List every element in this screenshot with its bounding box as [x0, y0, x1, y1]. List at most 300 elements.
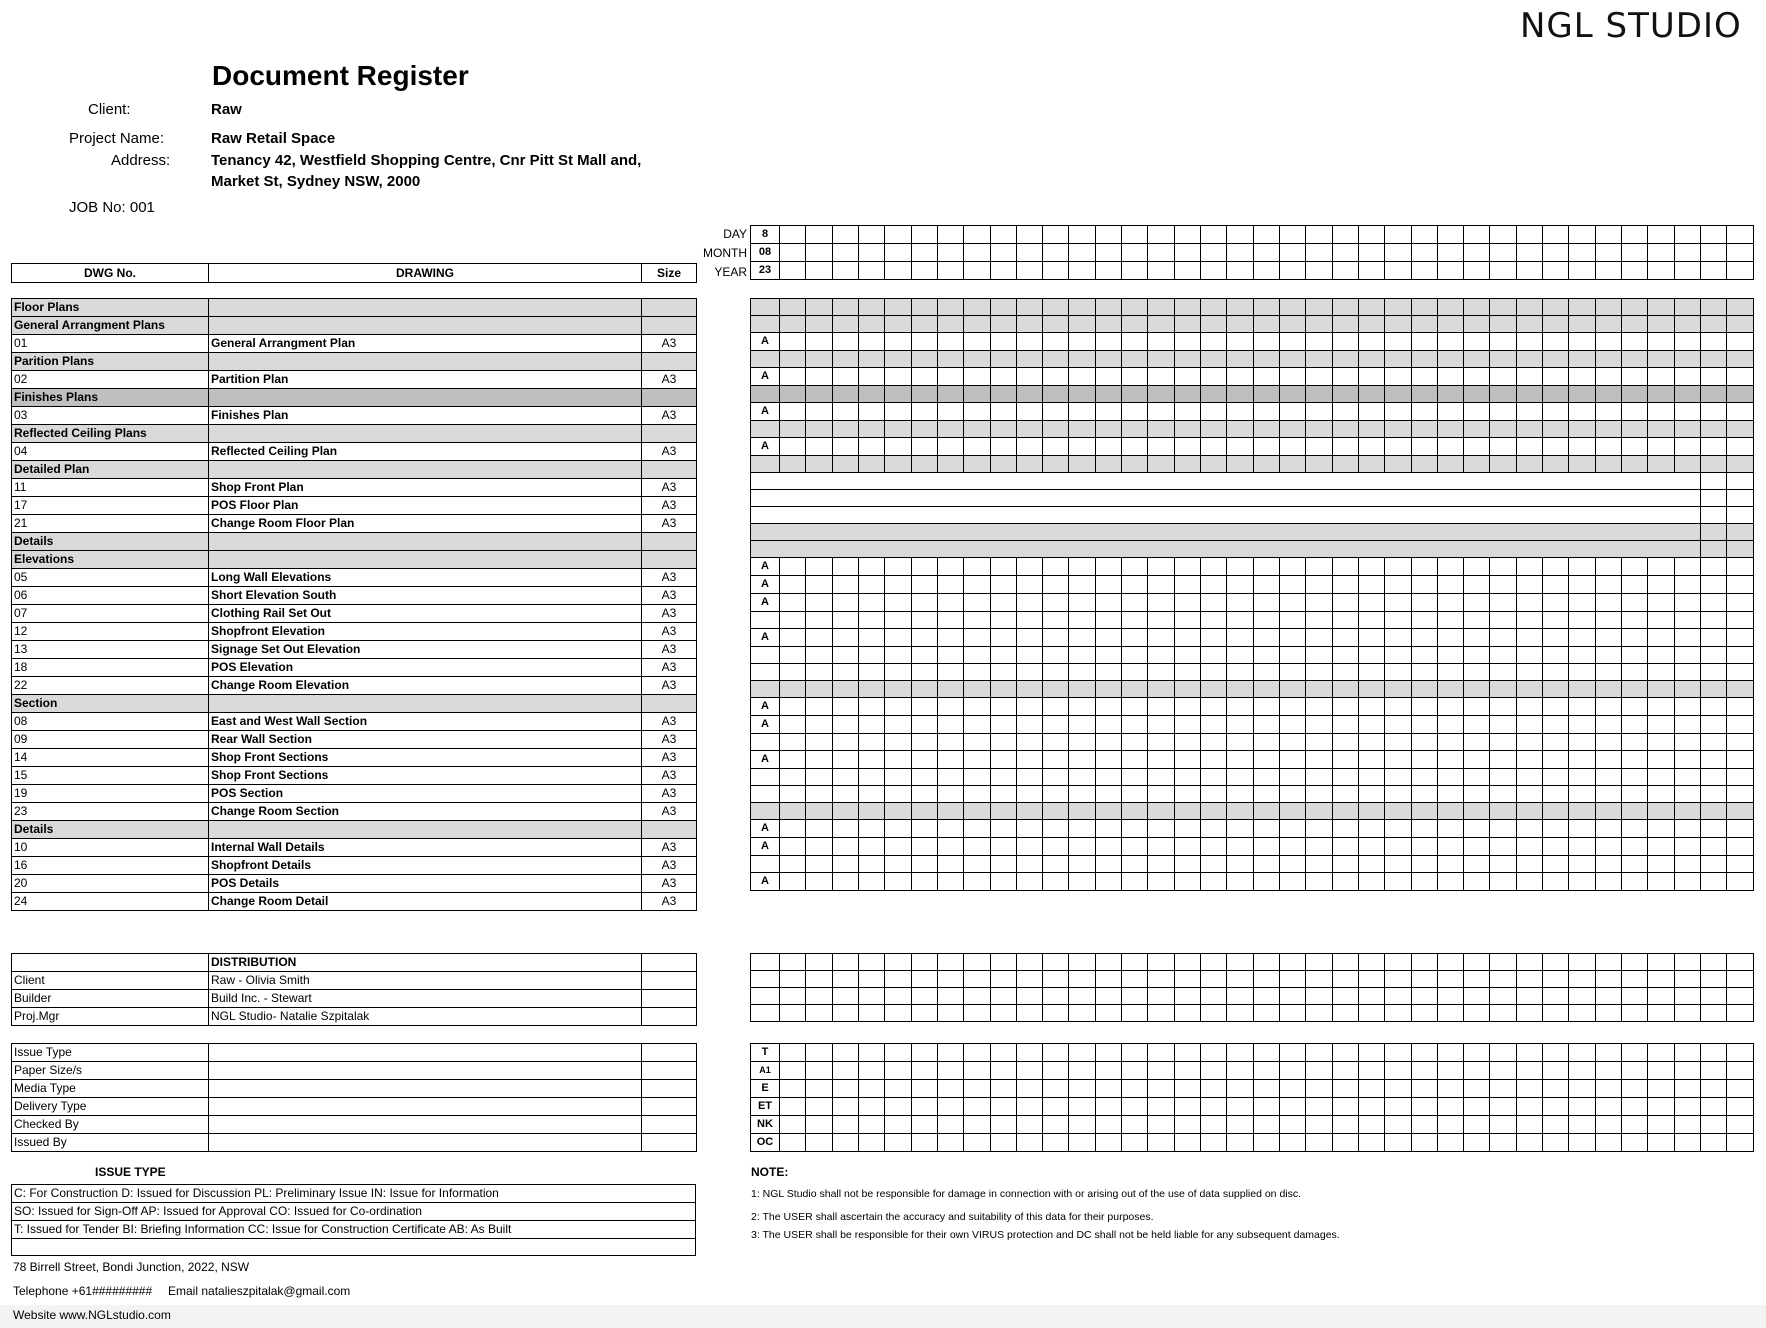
grid-cell[interactable]	[1490, 262, 1516, 280]
grid-cell[interactable]	[964, 226, 990, 244]
grid-cell[interactable]	[1358, 769, 1384, 786]
grid-cell[interactable]	[1332, 1116, 1358, 1134]
grid-cell[interactable]	[1306, 1044, 1332, 1062]
grid-cell[interactable]	[1095, 1116, 1121, 1134]
grid-cell[interactable]	[1201, 820, 1227, 838]
grid-cell[interactable]	[806, 403, 832, 421]
grid-cell[interactable]	[1411, 647, 1437, 664]
grid-cell[interactable]	[1069, 386, 1095, 403]
grid-cell[interactable]	[1700, 594, 1726, 612]
grid-cell[interactable]	[1095, 244, 1121, 262]
grid-cell[interactable]	[1411, 594, 1437, 612]
grid-cell[interactable]	[858, 226, 884, 244]
grid-cell[interactable]	[1464, 1116, 1490, 1134]
grid-cell[interactable]	[1622, 856, 1648, 873]
grid-cell[interactable]	[1332, 751, 1358, 769]
grid-cell[interactable]	[937, 629, 963, 647]
grid-cell[interactable]	[1306, 1080, 1332, 1098]
grid-cell[interactable]	[1332, 698, 1358, 716]
grid-cell[interactable]	[780, 803, 806, 820]
grid-cell[interactable]	[1674, 316, 1700, 333]
grid-cell[interactable]	[1516, 734, 1542, 751]
revision-code[interactable]	[751, 421, 780, 438]
grid-cell[interactable]	[1700, 558, 1726, 576]
grid-cell[interactable]	[1122, 786, 1148, 803]
grid-cell[interactable]	[911, 820, 937, 838]
grid-cell[interactable]	[990, 262, 1016, 280]
grid-cell[interactable]	[1095, 386, 1121, 403]
grid-cell[interactable]	[1201, 734, 1227, 751]
grid-cell[interactable]	[911, 856, 937, 873]
grid-cell[interactable]	[990, 386, 1016, 403]
grid-cell[interactable]	[1069, 873, 1095, 891]
grid-cell[interactable]	[1727, 647, 1753, 664]
grid-cell[interactable]	[1016, 716, 1042, 734]
grid-cell[interactable]	[806, 262, 832, 280]
grid-cell[interactable]	[937, 873, 963, 891]
grid-cell[interactable]	[832, 1044, 858, 1062]
grid-cell[interactable]	[1464, 316, 1490, 333]
grid-cell[interactable]	[1227, 647, 1253, 664]
grid-cell[interactable]	[1279, 1080, 1305, 1098]
grid-cell[interactable]	[1490, 316, 1516, 333]
grid-cell[interactable]	[937, 734, 963, 751]
grid-cell[interactable]	[1464, 262, 1490, 280]
grid-cell[interactable]	[1727, 576, 1753, 594]
grid-cell[interactable]	[1201, 244, 1227, 262]
grid-cell[interactable]	[1043, 820, 1069, 838]
revision-code[interactable]: A	[751, 698, 780, 716]
grid-cell[interactable]	[911, 403, 937, 421]
grid-cell[interactable]	[1595, 351, 1621, 368]
grid-cell[interactable]	[1174, 1062, 1200, 1080]
grid-cell[interactable]	[1148, 244, 1174, 262]
grid-cell[interactable]	[1622, 734, 1648, 751]
grid-cell[interactable]	[1306, 971, 1332, 988]
grid-cell[interactable]	[1648, 421, 1674, 438]
grid-cell[interactable]	[1069, 820, 1095, 838]
grid-cell[interactable]	[1201, 716, 1227, 734]
grid-cell[interactable]	[1332, 316, 1358, 333]
grid-cell[interactable]	[911, 647, 937, 664]
grid-cell[interactable]	[1279, 368, 1305, 386]
grid-cell[interactable]	[1253, 716, 1279, 734]
grid-cell[interactable]	[1727, 541, 1753, 558]
grid-cell[interactable]	[1279, 734, 1305, 751]
grid-cell[interactable]	[1411, 1116, 1437, 1134]
grid-cell[interactable]	[1385, 786, 1411, 803]
grid-cell[interactable]	[1043, 716, 1069, 734]
grid-cell[interactable]	[1595, 1062, 1621, 1080]
grid-cell[interactable]	[1648, 1005, 1674, 1022]
grid-cell[interactable]	[1227, 734, 1253, 751]
grid-cell[interactable]	[937, 988, 963, 1005]
grid-cell[interactable]	[1253, 244, 1279, 262]
grid-cell[interactable]	[1490, 576, 1516, 594]
grid-cell[interactable]	[751, 988, 780, 1005]
grid-cell[interactable]	[1595, 558, 1621, 576]
revision-code[interactable]	[751, 386, 780, 403]
grid-cell[interactable]	[1227, 612, 1253, 629]
grid-cell[interactable]	[1490, 368, 1516, 386]
revision-code[interactable]	[751, 856, 780, 873]
grid-cell[interactable]	[990, 664, 1016, 681]
grid-cell[interactable]	[780, 594, 806, 612]
grid-cell[interactable]	[780, 299, 806, 316]
grid-cell[interactable]	[1700, 333, 1726, 351]
revision-code[interactable]	[751, 664, 780, 681]
grid-cell[interactable]	[964, 820, 990, 838]
grid-cell[interactable]	[1516, 1116, 1542, 1134]
grid-cell[interactable]	[1648, 403, 1674, 421]
grid-cell[interactable]	[1148, 1116, 1174, 1134]
grid-cell[interactable]	[1437, 594, 1463, 612]
grid-cell[interactable]	[1411, 873, 1437, 891]
grid-cell[interactable]	[1437, 403, 1463, 421]
grid-cell[interactable]	[1595, 594, 1621, 612]
grid-cell[interactable]	[1700, 988, 1726, 1005]
grid-cell[interactable]	[1358, 698, 1384, 716]
grid-cell[interactable]	[1700, 507, 1726, 524]
grid-cell[interactable]	[858, 664, 884, 681]
grid-cell[interactable]	[1700, 316, 1726, 333]
grid-cell[interactable]	[1490, 438, 1516, 456]
grid-cell[interactable]	[990, 647, 1016, 664]
grid-cell[interactable]	[885, 698, 911, 716]
grid-cell[interactable]	[858, 299, 884, 316]
grid-cell[interactable]	[1595, 971, 1621, 988]
grid-cell[interactable]	[1490, 612, 1516, 629]
grid-cell[interactable]	[885, 954, 911, 971]
grid-cell[interactable]	[1569, 333, 1595, 351]
grid-cell[interactable]	[1490, 803, 1516, 820]
grid-cell[interactable]	[1727, 1080, 1753, 1098]
grid-cell[interactable]	[1516, 803, 1542, 820]
grid-cell[interactable]	[990, 244, 1016, 262]
grid-cell[interactable]	[911, 351, 937, 368]
grid-cell[interactable]	[1622, 954, 1648, 971]
grid-cell[interactable]	[1411, 1005, 1437, 1022]
grid-cell[interactable]	[1516, 333, 1542, 351]
grid-cell[interactable]	[1306, 403, 1332, 421]
grid-cell[interactable]	[1069, 1005, 1095, 1022]
grid-cell[interactable]	[1016, 820, 1042, 838]
grid-cell[interactable]	[911, 576, 937, 594]
grid-cell[interactable]	[1201, 786, 1227, 803]
grid-cell[interactable]	[1622, 988, 1648, 1005]
grid-cell[interactable]	[1148, 803, 1174, 820]
grid-cell[interactable]	[1464, 751, 1490, 769]
grid-cell[interactable]	[1674, 421, 1700, 438]
grid-cell[interactable]	[1148, 1134, 1174, 1152]
grid-cell[interactable]	[885, 316, 911, 333]
grid-cell[interactable]	[1543, 438, 1569, 456]
grid-cell[interactable]	[1543, 316, 1569, 333]
grid-cell[interactable]	[1148, 786, 1174, 803]
grid-cell[interactable]	[1174, 734, 1200, 751]
grid-cell[interactable]	[832, 421, 858, 438]
grid-cell[interactable]	[780, 333, 806, 351]
grid-cell[interactable]	[1569, 681, 1595, 698]
grid-cell[interactable]	[1332, 1062, 1358, 1080]
grid-cell[interactable]	[1385, 1005, 1411, 1022]
grid-cell[interactable]	[1043, 262, 1069, 280]
grid-cell[interactable]	[1569, 820, 1595, 838]
grid-cell[interactable]	[1700, 1005, 1726, 1022]
grid-cell[interactable]	[832, 244, 858, 262]
grid-cell[interactable]	[1253, 386, 1279, 403]
grid-cell[interactable]	[990, 1116, 1016, 1134]
grid-cell[interactable]	[751, 1005, 780, 1022]
grid-cell[interactable]	[1700, 681, 1726, 698]
grid-cell[interactable]	[1411, 421, 1437, 438]
grid-cell[interactable]	[1306, 612, 1332, 629]
grid-cell[interactable]	[964, 558, 990, 576]
grid-cell[interactable]	[1437, 576, 1463, 594]
grid-cell[interactable]	[1043, 734, 1069, 751]
grid-cell[interactable]	[1622, 558, 1648, 576]
grid-cell[interactable]	[1411, 1080, 1437, 1098]
grid-cell[interactable]	[1043, 226, 1069, 244]
grid-cell[interactable]	[1674, 403, 1700, 421]
grid-cell[interactable]	[1148, 716, 1174, 734]
grid-cell[interactable]	[858, 1005, 884, 1022]
grid-cell[interactable]	[1095, 873, 1121, 891]
grid-cell[interactable]	[885, 438, 911, 456]
grid-cell[interactable]	[1332, 629, 1358, 647]
grid-cell[interactable]	[1516, 838, 1542, 856]
grid-cell[interactable]	[1674, 299, 1700, 316]
grid-cell[interactable]	[885, 368, 911, 386]
grid-cell[interactable]	[1437, 820, 1463, 838]
issue-code[interactable]: E	[751, 1080, 780, 1098]
grid-cell[interactable]	[1516, 647, 1542, 664]
grid-cell[interactable]	[1122, 820, 1148, 838]
grid-cell[interactable]	[1674, 262, 1700, 280]
grid-cell[interactable]	[1674, 1005, 1700, 1022]
grid-cell[interactable]	[1148, 856, 1174, 873]
grid-cell[interactable]	[832, 681, 858, 698]
grid-cell[interactable]	[1201, 988, 1227, 1005]
grid-cell[interactable]	[1253, 594, 1279, 612]
grid-cell[interactable]	[1306, 316, 1332, 333]
grid-cell[interactable]	[1227, 576, 1253, 594]
grid-cell[interactable]	[1490, 333, 1516, 351]
grid-cell[interactable]	[1727, 368, 1753, 386]
grid-cell[interactable]	[1148, 226, 1174, 244]
grid-cell[interactable]	[1227, 786, 1253, 803]
grid-cell[interactable]	[1279, 820, 1305, 838]
grid-cell[interactable]	[1543, 368, 1569, 386]
grid-cell[interactable]	[1700, 734, 1726, 751]
grid-cell[interactable]	[1306, 681, 1332, 698]
grid-cell[interactable]	[1122, 403, 1148, 421]
grid-cell[interactable]	[1437, 333, 1463, 351]
grid-cell[interactable]	[1622, 1005, 1648, 1022]
grid-cell[interactable]	[1201, 1134, 1227, 1152]
grid-cell[interactable]	[1332, 244, 1358, 262]
grid-cell[interactable]	[1306, 456, 1332, 473]
grid-cell[interactable]	[990, 988, 1016, 1005]
grid-cell[interactable]	[1095, 734, 1121, 751]
grid-cell[interactable]	[1464, 820, 1490, 838]
grid-cell[interactable]	[1148, 1098, 1174, 1116]
grid-cell[interactable]	[1464, 226, 1490, 244]
grid-cell[interactable]	[1543, 244, 1569, 262]
grid-cell[interactable]	[885, 576, 911, 594]
grid-cell[interactable]	[1727, 1062, 1753, 1080]
grid-cell[interactable]	[1674, 438, 1700, 456]
grid-cell[interactable]	[1648, 769, 1674, 786]
grid-cell[interactable]	[1543, 1098, 1569, 1116]
grid-cell[interactable]	[1069, 421, 1095, 438]
grid-cell[interactable]	[990, 438, 1016, 456]
grid-cell[interactable]	[1622, 262, 1648, 280]
grid-cell[interactable]	[1622, 803, 1648, 820]
grid-cell[interactable]	[1622, 403, 1648, 421]
grid-cell[interactable]	[1227, 1062, 1253, 1080]
grid-cell[interactable]	[1700, 403, 1726, 421]
grid-cell[interactable]	[1306, 716, 1332, 734]
grid-cell[interactable]	[1016, 971, 1042, 988]
grid-cell[interactable]	[1674, 971, 1700, 988]
grid-cell[interactable]	[1174, 1116, 1200, 1134]
grid-cell[interactable]	[885, 988, 911, 1005]
grid-cell[interactable]	[1674, 1098, 1700, 1116]
grid-cell[interactable]	[780, 820, 806, 838]
grid-cell[interactable]	[1016, 1005, 1042, 1022]
grid-cell[interactable]	[1385, 576, 1411, 594]
grid-cell[interactable]	[780, 1062, 806, 1080]
grid-cell[interactable]	[780, 558, 806, 576]
grid-cell[interactable]	[1253, 262, 1279, 280]
grid-cell[interactable]	[1411, 612, 1437, 629]
grid-cell[interactable]	[1595, 629, 1621, 647]
grid-cell[interactable]	[1174, 576, 1200, 594]
grid-cell[interactable]	[1174, 333, 1200, 351]
grid-cell[interactable]	[1595, 438, 1621, 456]
grid-cell[interactable]	[964, 316, 990, 333]
grid-cell[interactable]	[964, 1062, 990, 1080]
grid-cell[interactable]	[1700, 1044, 1726, 1062]
grid-cell[interactable]	[1437, 421, 1463, 438]
grid-cell[interactable]	[806, 647, 832, 664]
grid-cell[interactable]	[832, 576, 858, 594]
grid-cell[interactable]	[1569, 438, 1595, 456]
grid-cell[interactable]	[1227, 698, 1253, 716]
grid-cell[interactable]	[858, 316, 884, 333]
grid-cell[interactable]	[1648, 664, 1674, 681]
grid-cell[interactable]	[1043, 1044, 1069, 1062]
grid-cell[interactable]	[1358, 262, 1384, 280]
grid-cell[interactable]	[911, 786, 937, 803]
grid-cell[interactable]	[1306, 734, 1332, 751]
grid-cell[interactable]	[1227, 558, 1253, 576]
grid-cell[interactable]	[780, 681, 806, 698]
grid-cell[interactable]	[1148, 1080, 1174, 1098]
grid-cell[interactable]	[1674, 612, 1700, 629]
grid-cell[interactable]	[1727, 299, 1753, 316]
grid-cell[interactable]	[1674, 333, 1700, 351]
grid-cell[interactable]	[964, 1134, 990, 1152]
grid-cell[interactable]	[1464, 734, 1490, 751]
grid-cell[interactable]	[1043, 698, 1069, 716]
grid-cell[interactable]	[1700, 698, 1726, 716]
grid-cell[interactable]	[1385, 316, 1411, 333]
grid-cell[interactable]	[1385, 664, 1411, 681]
grid-cell[interactable]	[1332, 647, 1358, 664]
grid-cell[interactable]	[1385, 647, 1411, 664]
grid-cell[interactable]	[832, 698, 858, 716]
grid-cell[interactable]	[858, 751, 884, 769]
grid-cell[interactable]	[1174, 558, 1200, 576]
grid-cell[interactable]	[885, 299, 911, 316]
grid-cell[interactable]	[806, 456, 832, 473]
grid-cell[interactable]	[1674, 1062, 1700, 1080]
grid-cell[interactable]	[1490, 456, 1516, 473]
grid-cell[interactable]	[1700, 612, 1726, 629]
grid-cell[interactable]	[1306, 856, 1332, 873]
grid-cell[interactable]	[1332, 1134, 1358, 1152]
grid-cell[interactable]	[1095, 226, 1121, 244]
grid-cell[interactable]	[964, 576, 990, 594]
grid-cell[interactable]	[1648, 716, 1674, 734]
grid-cell[interactable]	[1411, 988, 1437, 1005]
grid-cell[interactable]	[1543, 299, 1569, 316]
grid-cell[interactable]	[1385, 873, 1411, 891]
grid-cell[interactable]	[911, 1134, 937, 1152]
grid-cell[interactable]	[937, 558, 963, 576]
grid-cell[interactable]	[1569, 1134, 1595, 1152]
grid-cell[interactable]	[1122, 873, 1148, 891]
grid-cell[interactable]	[990, 333, 1016, 351]
grid-cell[interactable]	[1700, 803, 1726, 820]
grid-cell[interactable]	[1385, 734, 1411, 751]
grid-cell[interactable]	[1069, 558, 1095, 576]
grid-cell[interactable]	[1122, 244, 1148, 262]
grid-cell[interactable]	[1464, 1134, 1490, 1152]
grid-cell[interactable]	[1358, 421, 1384, 438]
grid-cell[interactable]	[1095, 803, 1121, 820]
grid-cell[interactable]	[937, 333, 963, 351]
grid-cell[interactable]	[1122, 1134, 1148, 1152]
grid-cell[interactable]	[1437, 838, 1463, 856]
grid-cell[interactable]	[1016, 786, 1042, 803]
grid-cell[interactable]	[1279, 1005, 1305, 1022]
grid-cell[interactable]	[1174, 856, 1200, 873]
grid-cell[interactable]	[1700, 820, 1726, 838]
grid-cell[interactable]	[1253, 576, 1279, 594]
grid-cell[interactable]	[1069, 226, 1095, 244]
grid-cell[interactable]	[780, 1044, 806, 1062]
grid-cell[interactable]	[1174, 612, 1200, 629]
grid-cell[interactable]	[858, 698, 884, 716]
grid-cell[interactable]	[1490, 1098, 1516, 1116]
grid-cell[interactable]	[964, 681, 990, 698]
grid-cell[interactable]	[1411, 333, 1437, 351]
grid-cell[interactable]	[1174, 988, 1200, 1005]
grid-cell[interactable]	[964, 838, 990, 856]
grid-cell[interactable]	[1122, 647, 1148, 664]
grid-cell[interactable]	[1674, 386, 1700, 403]
grid-cell[interactable]	[1727, 681, 1753, 698]
grid-cell[interactable]	[858, 716, 884, 734]
grid-cell[interactable]	[1016, 226, 1042, 244]
grid-cell[interactable]	[1437, 734, 1463, 751]
grid-cell[interactable]	[937, 1134, 963, 1152]
grid-cell[interactable]	[1385, 421, 1411, 438]
grid-cell[interactable]	[1069, 576, 1095, 594]
